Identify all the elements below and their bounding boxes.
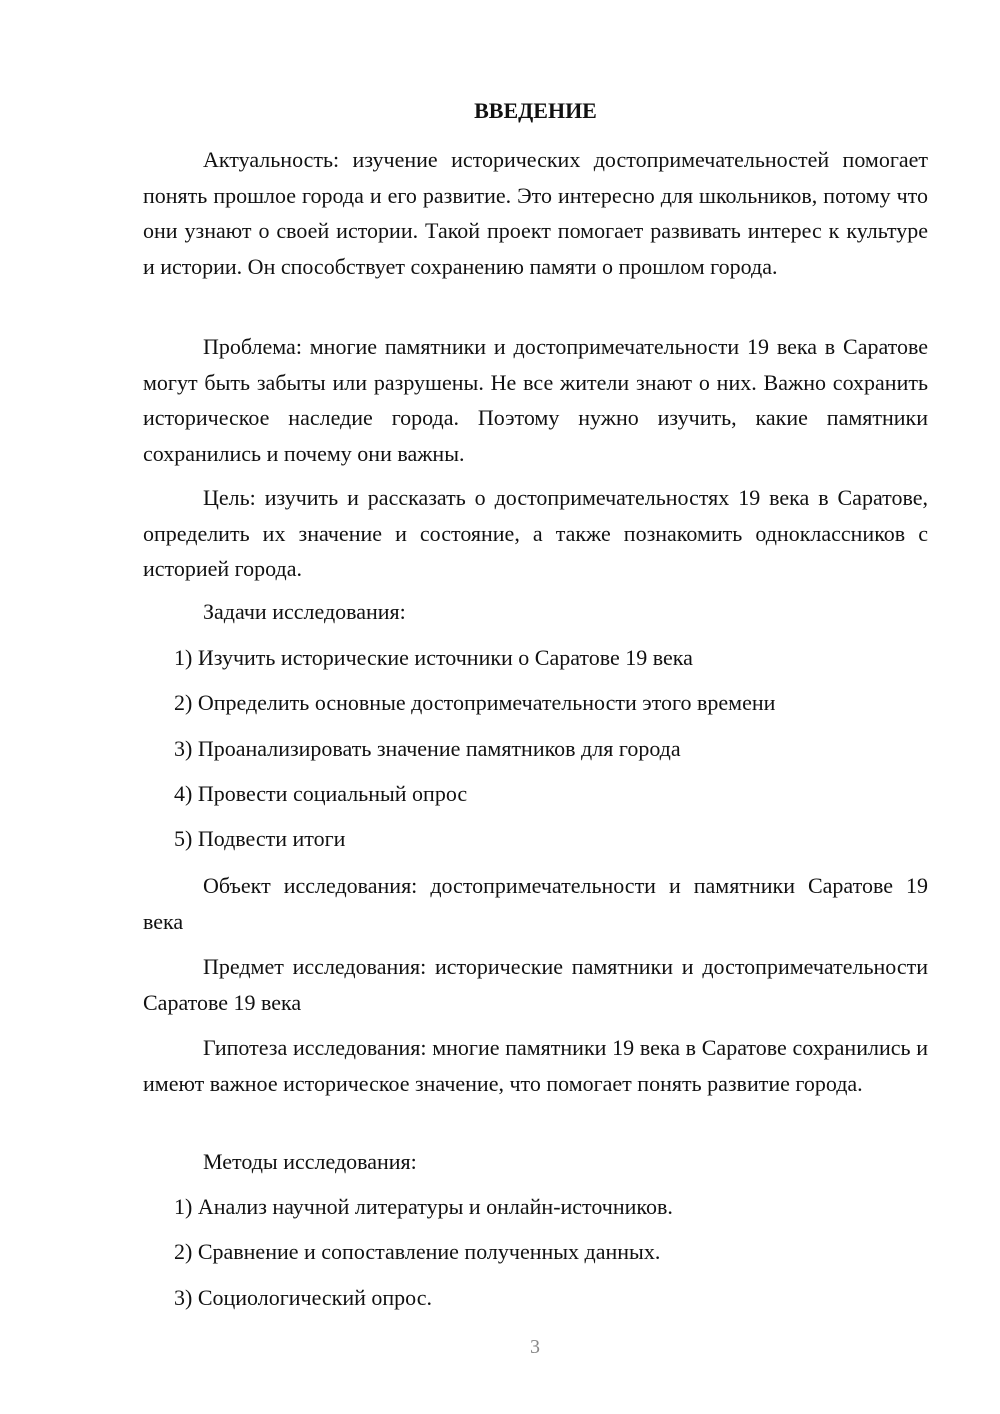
relevance-paragraph: Актуальность: изучение исторических достопримечательностей помогает понять прошлое города и его развитие. Это интересно для школьников, потому что они узнают о своей истории. Такой проект помогает развивать интерес к культуре и истории. Он способствует сохранению памяти о прошлом города. [143, 147, 928, 279]
problem-paragraph: Проблема: многие памятники и достопримечательности 19 века в Саратове могут быть забыты или разрушены. Не все жители знают о них. Важно сохранить историческое наследие города. Поэтому нужно изучить, какие памятники сохранились и почему они важны. [143, 334, 928, 466]
object-paragraph: Объект исследования: достопримечательности и памятники Саратове 19 века [143, 873, 928, 934]
method-item: 1) Анализ научной литературы и онлайн-источников. [174, 1194, 673, 1219]
goal-paragraph: Цель: изучить и рассказать о достопримечательностях 19 века в Саратове, определить их значение и состояние, а также познакомить одноклассников с историей города. [143, 485, 928, 581]
methods-heading: Методы исследования: [203, 1149, 417, 1174]
task-item: 4) Провести социальный опрос [174, 781, 468, 806]
page-title: ВВЕДЕНИЕ [474, 98, 597, 123]
hypothesis-paragraph: Гипотеза исследования: многие памятники 19 века в Саратове сохранились и имеют важное историческое значение, что помогает понять развитие города. [143, 1035, 928, 1096]
method-item: 3) Социологический опрос. [174, 1285, 432, 1310]
tasks-heading: Задачи исследования: [203, 599, 406, 624]
page-number: 3 [530, 1336, 540, 1358]
task-item: 3) Проанализировать значение памятников для города [174, 736, 681, 761]
subject-paragraph: Предмет исследования: исторические памятники и достопримечательности Саратове 19 века [143, 954, 928, 1015]
method-item: 2) Сравнение и сопоставление полученных данных. [174, 1239, 661, 1264]
task-item: 1) Изучить исторические источники о Саратове 19 века [174, 645, 693, 670]
task-item: 2) Определить основные достопримечательности этого времени [174, 690, 776, 715]
task-item: 5) Подвести итоги [174, 826, 346, 851]
